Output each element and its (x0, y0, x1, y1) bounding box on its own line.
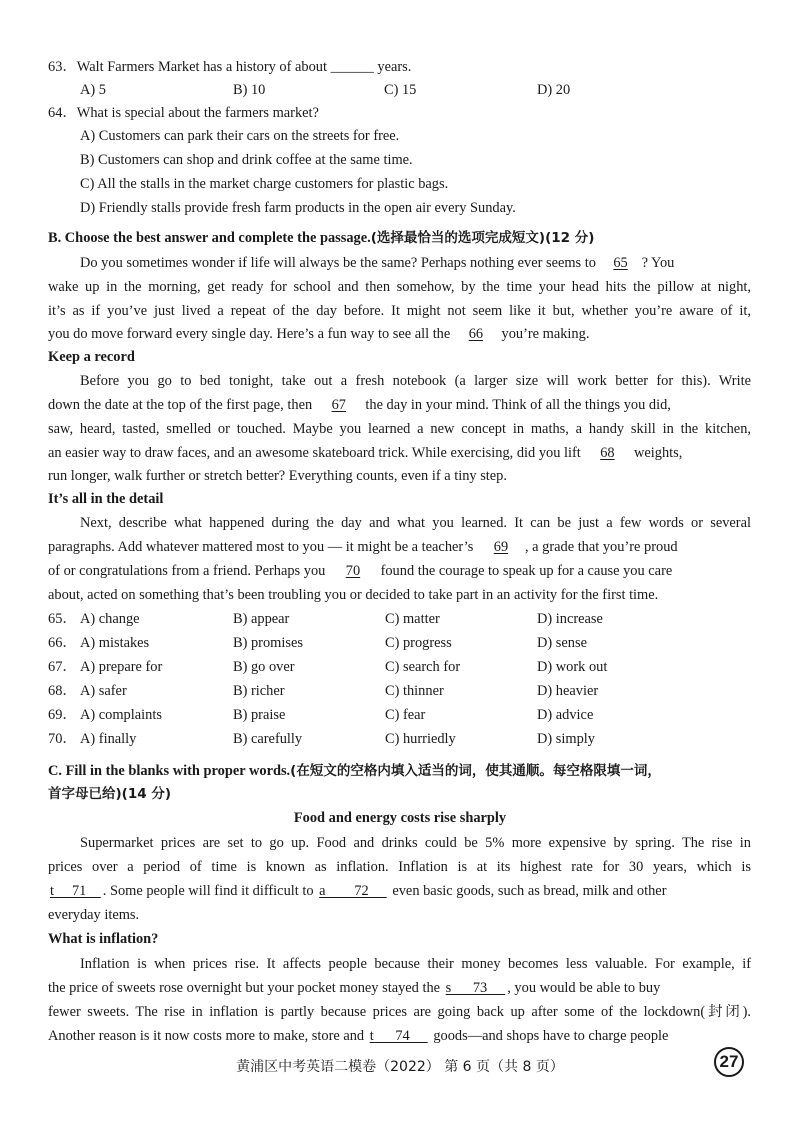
choice-num: 68． (48, 683, 77, 699)
section-c-heading-cn2: 首字母已给)(14 分) (48, 786, 171, 802)
b-p1-line3: it’s as if you’ve just lived a repeat of the day before. It might not seem like it but, whether you’re aware of it, (48, 303, 751, 319)
choice-d: D) work out (537, 659, 608, 675)
section-b-heading-cn: (选择最恰当的选项完成短文)(12 分) (370, 230, 595, 246)
b-p1-l4-text: you do move forward every single day. Here’s a fun way to see all the (48, 326, 451, 342)
b-p1-line4 (48, 327, 589, 341)
choice-c: C) fear (385, 707, 426, 723)
section-b-heading (48, 231, 594, 246)
b-p2-l4-end: weights, (634, 445, 683, 461)
q63-option-a: A) 5 (80, 82, 106, 98)
passage-title: Food and energy costs rise sharply (293, 810, 507, 826)
c-p1-l3-text: . Some people will find it difficult to (102, 883, 314, 899)
blank-66: 66 (468, 326, 484, 342)
b-p2-line3: saw, heard, tasted, smelled or touched. Maybe you learned a new concept in maths, a handy skill in the kitchen, (48, 421, 751, 437)
b-p3-l3-text: of or congratulations from a friend. Perhaps you (48, 563, 326, 579)
b-p2-l2-end: the day in your mind. Think of all the things you did, (365, 397, 671, 413)
subheading-detail: It’s all in the detail (48, 491, 164, 507)
choice-b: B) richer (233, 683, 285, 699)
blank-72: a 72 (319, 883, 387, 899)
c-p1-line4: everyday items. (48, 907, 140, 923)
blank-73: s 73 (445, 980, 506, 996)
c-p2-l4-end: goods—and shops have to charge people (433, 1028, 669, 1044)
q64-option-c: C) All the stalls in the market charge customers for plastic bags. (80, 176, 449, 192)
c-p2-line3: fewer sweets. The rise in inflation is partly because prices are going back up after some of the lockdown(封闭). (48, 1004, 751, 1020)
b-p1-l1-text: Do you sometimes wonder if life will always be the same? Perhaps nothing ever seems to (80, 255, 596, 271)
choice-d: D) advice (537, 707, 594, 723)
choice-a: A) mistakes (80, 635, 150, 651)
choice-a: A) finally (80, 731, 137, 747)
c-p2-line1: Inflation is when prices rise. It affects people because their money becomes less valuable. For example, if (80, 956, 751, 972)
b-p3-line3 (48, 564, 672, 578)
c-p1-l3-end: even basic goods, such as bread, milk and other (392, 883, 667, 899)
section-b-heading-en: B. Choose the best answer and complete the passage. (48, 230, 371, 246)
section-c-heading (48, 764, 661, 779)
c-p1-line3 (48, 884, 667, 898)
q64-option-d: D) Friendly stalls provide fresh farm products in the open air every Sunday. (80, 200, 516, 216)
c-p1-line1: Supermarket prices are set to go up. Food and drinks could be 5% more expensive by spring. The rise in (80, 835, 751, 851)
choice-a: A) change (80, 611, 140, 627)
blank-70: 70 (345, 563, 361, 579)
q63-blank: ______ (330, 59, 374, 75)
b-p3-line2 (48, 540, 678, 554)
blank-69: 69 (493, 539, 509, 555)
blank-67: 67 (331, 397, 346, 413)
b-p3-line4: about, acted on something that’s been troubling you or decided to take part in an activity for the first time. (48, 587, 659, 603)
choice-b: B) appear (233, 611, 290, 627)
blank-68: 68 (600, 445, 615, 461)
c-p1-line2: prices over a period of time is known as inflation. Inflation is at its highest rate for 30 years, which is (48, 859, 751, 875)
blank-74: t 74 (369, 1028, 428, 1044)
choice-b: B) carefully (233, 731, 303, 747)
c-p2-line4 (48, 1029, 668, 1043)
choice-d: D) sense (537, 635, 587, 651)
blank-71: t 71 (50, 883, 101, 899)
b-p3-line1: Next, describe what happened during the day and what you learned. It can be just a few words or several (80, 515, 751, 531)
b-p1-line1 (80, 256, 674, 270)
page-number-badge: 27 (714, 1047, 744, 1077)
b-p3-l2-text: paragraphs. Add whatever mattered most to you — it might be a teacher’s (48, 539, 474, 555)
choice-num: 67． (48, 659, 77, 675)
c-p2-l2-text: the price of sweets rose overnight but your pocket money stayed the (48, 980, 441, 996)
b-p2-line1: Before you go to bed tonight, take out a fresh notebook (a larger size will work better for this). Write (80, 373, 751, 389)
page-footer: 黄浦区中考英语二模卷（2022） 第 6 页（共 8 页） (236, 1059, 564, 1075)
choice-b: B) go over (233, 659, 295, 675)
choice-a: A) prepare for (80, 659, 163, 675)
choice-a: A) safer (80, 683, 127, 699)
c-p2-l4-text: Another reason is it now costs more to make, store and (48, 1028, 365, 1044)
q63-option-d: D) 20 (537, 82, 571, 98)
choice-d: D) increase (537, 611, 603, 627)
choice-b: B) promises (233, 635, 303, 651)
choice-b: B) praise (233, 707, 286, 723)
choice-c: C) progress (385, 635, 452, 651)
choice-num: 69． (48, 707, 77, 723)
blank-65: 65 (613, 255, 628, 271)
choice-num: 65． (48, 611, 77, 627)
q63-stem-end: years. (377, 59, 412, 75)
q64-option-b: B) Customers can shop and drink coffee at the same time. (80, 152, 413, 168)
b-p2-l2-text: down the date at the top of the first page, then (48, 397, 313, 413)
c-p2-l2-end: , you would be able to buy (507, 980, 661, 996)
b-p2-line4 (48, 446, 682, 460)
b-p1-line2: wake up in the morning, get ready for school and then somehow, by the time your head hits the pillow at night, (48, 279, 751, 295)
question-63 (48, 60, 411, 74)
choice-num: 70． (48, 731, 77, 747)
b-p2-line2 (48, 398, 671, 412)
b-p1-l4-end: you’re making. (501, 326, 590, 342)
q64-stem: 64．What is special about the farmers market? (48, 105, 319, 121)
choice-a: A) complaints (80, 707, 162, 723)
section-c-heading-en: C. Fill in the blanks with proper words. (48, 763, 291, 779)
b-p1-l1-end: ? You (641, 255, 675, 271)
q63-option-b: B) 10 (233, 82, 266, 98)
choice-c: C) thinner (385, 683, 444, 699)
section-c-heading-cn1: (在短文的空格内填入适当的词，使其通顺。每空格限填一词， (290, 763, 661, 779)
q64-option-a: A) Customers can park their cars on the streets for free. (80, 128, 400, 144)
choice-d: D) heavier (537, 683, 599, 699)
choice-d: D) simply (537, 731, 595, 747)
q63-stem-start: 63．Walt Farmers Market has a history of about (48, 59, 327, 75)
b-p2-line5: run longer, walk further or stretch better? Everything counts, even if a tiny step. (48, 468, 507, 484)
choice-c: C) matter (385, 611, 440, 627)
q63-option-c: C) 15 (384, 82, 417, 98)
choice-c: C) search for (385, 659, 461, 675)
choice-c: C) hurriedly (385, 731, 456, 747)
b-p3-l2-end: , a grade that you’re proud (524, 539, 678, 555)
c-p2-line2 (48, 981, 660, 995)
b-p3-l3-end: found the courage to speak up for a cause you care (380, 563, 673, 579)
choice-num: 66． (48, 635, 77, 651)
subheading-what-is-inflation: What is inflation? (48, 931, 159, 947)
b-p2-l4-text: an easier way to draw faces, and an awesome skateboard trick. While exercising, did you lift (48, 445, 581, 461)
subheading-keep-a-record: Keep a record (48, 349, 135, 365)
